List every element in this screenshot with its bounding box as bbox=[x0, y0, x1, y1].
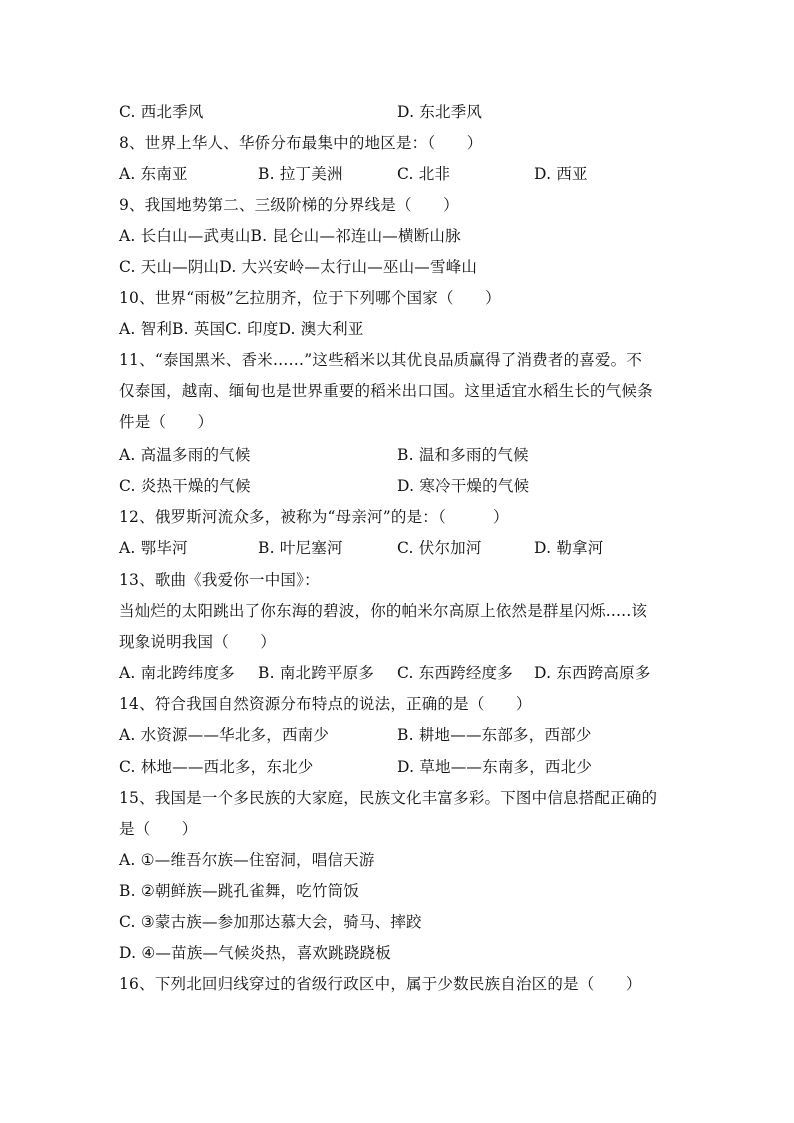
question-15-option-d: D. ④—苗族—气候炎热，喜欢跳跷跷板 bbox=[119, 944, 391, 962]
q12-option-d: D. 勒拿河 bbox=[534, 539, 604, 557]
question-11-stem-line-1: 11、“泰国黑米、香米……”这些稻米以其优良品质赢得了消费者的喜爱。不 bbox=[119, 351, 643, 369]
q13-option-a: A. 南北跨纬度多 bbox=[119, 664, 235, 682]
question-10-options: A. 智利B. 英国C. 印度D. 澳大利亚 bbox=[119, 320, 364, 338]
question-16-stem: 16、下列北回归线穿过的省级行政区中，属于少数民族自治区的是（ ） bbox=[119, 975, 642, 993]
q14-option-d: D. 草地——东南多，西北少 bbox=[397, 758, 593, 776]
q11-option-d: D. 寒冷干燥的气候 bbox=[397, 477, 530, 495]
q12-option-b: B. 叶尼塞河 bbox=[258, 539, 343, 557]
q12-option-a: A. 鄂毕河 bbox=[119, 539, 188, 557]
q8-option-d: D. 西亚 bbox=[534, 165, 588, 183]
q8-option-c: C. 北非 bbox=[397, 165, 451, 183]
question-15-option-b: B. ②朝鲜族—跳孔雀舞，吃竹筒饭 bbox=[119, 882, 360, 900]
q11-option-b: B. 温和多雨的气候 bbox=[397, 446, 529, 464]
question-9-options-ab: A. 长白山—武夷山B. 昆仑山—祁连山—横断山脉 bbox=[119, 227, 461, 245]
question-15-stem-line-2: 是（ ） bbox=[119, 820, 198, 838]
question-13-lyric-line-1: 当灿烂的太阳跳出了你东海的碧波，你的帕米尔高原上依然是群星闪烁.....该 bbox=[119, 602, 648, 620]
question-15-option-c: C. ③蒙古族—参加那达慕大会，骑马、摔跤 bbox=[119, 913, 422, 931]
question-13-stem: 13、歌曲《我爱你一中国》： bbox=[119, 571, 320, 589]
question-12-stem: 12、俄罗斯河流众多，被称为“母亲河”的是：（ ） bbox=[119, 508, 509, 526]
question-15-option-a: A. ①—维吾尔族—住窑洞，唱信天游 bbox=[119, 851, 375, 869]
q13-option-b: B. 南北跨平原多 bbox=[258, 664, 375, 682]
question-8-stem: 8、世界上华人、华侨分布最集中的地区是：（ ） bbox=[119, 134, 483, 152]
q11-option-c: C. 炎热干燥的气候 bbox=[119, 477, 251, 495]
q11-option-a: A. 高温多雨的气候 bbox=[119, 446, 251, 464]
question-11-stem-line-3: 件是（ ） bbox=[119, 413, 214, 431]
q14-option-c: C. 林地——西北多，东北少 bbox=[119, 758, 314, 776]
question-15-stem-line-1: 15、我国是一个多民族的大家庭，民族文化丰富多彩。下图中信息搭配正确的 bbox=[119, 789, 658, 807]
question-10-stem: 10、世界“雨极”乞拉朋齐，位于下列哪个国家（ ） bbox=[119, 289, 501, 307]
question-9-options-cd: C. 天山—阴山D. 大兴安岭—太行山—巫山—雪峰山 bbox=[119, 258, 478, 276]
q8-option-a: A. 东南亚 bbox=[119, 165, 188, 183]
q7-option-c: C. 西北季风 bbox=[119, 103, 204, 121]
q14-option-b: B. 耕地——东部多，西部少 bbox=[397, 726, 592, 744]
question-9-stem: 9、我国地势第二、三级阶梯的分界线是（ ） bbox=[119, 196, 459, 214]
question-13-lyric-line-2: 现象说明我国（ ） bbox=[119, 633, 277, 651]
q12-option-c: C. 伏尔加河 bbox=[397, 539, 482, 557]
q8-option-b: B. 拉丁美洲 bbox=[258, 165, 343, 183]
question-14-stem: 14、符合我国自然资源分布特点的说法，正确的是（ ） bbox=[119, 695, 532, 713]
q7-option-d: D. 东北季风 bbox=[397, 103, 483, 121]
q14-option-a: A. 水资源——华北多，西南少 bbox=[119, 726, 330, 744]
q13-option-d: D. 东西跨高原多 bbox=[534, 664, 651, 682]
q13-option-c: C. 东西跨经度多 bbox=[397, 664, 513, 682]
question-11-stem-line-2: 仅泰国，越南、缅甸也是世界重要的稻米出口国。这里适宜水稻生长的气候条 bbox=[119, 382, 653, 400]
